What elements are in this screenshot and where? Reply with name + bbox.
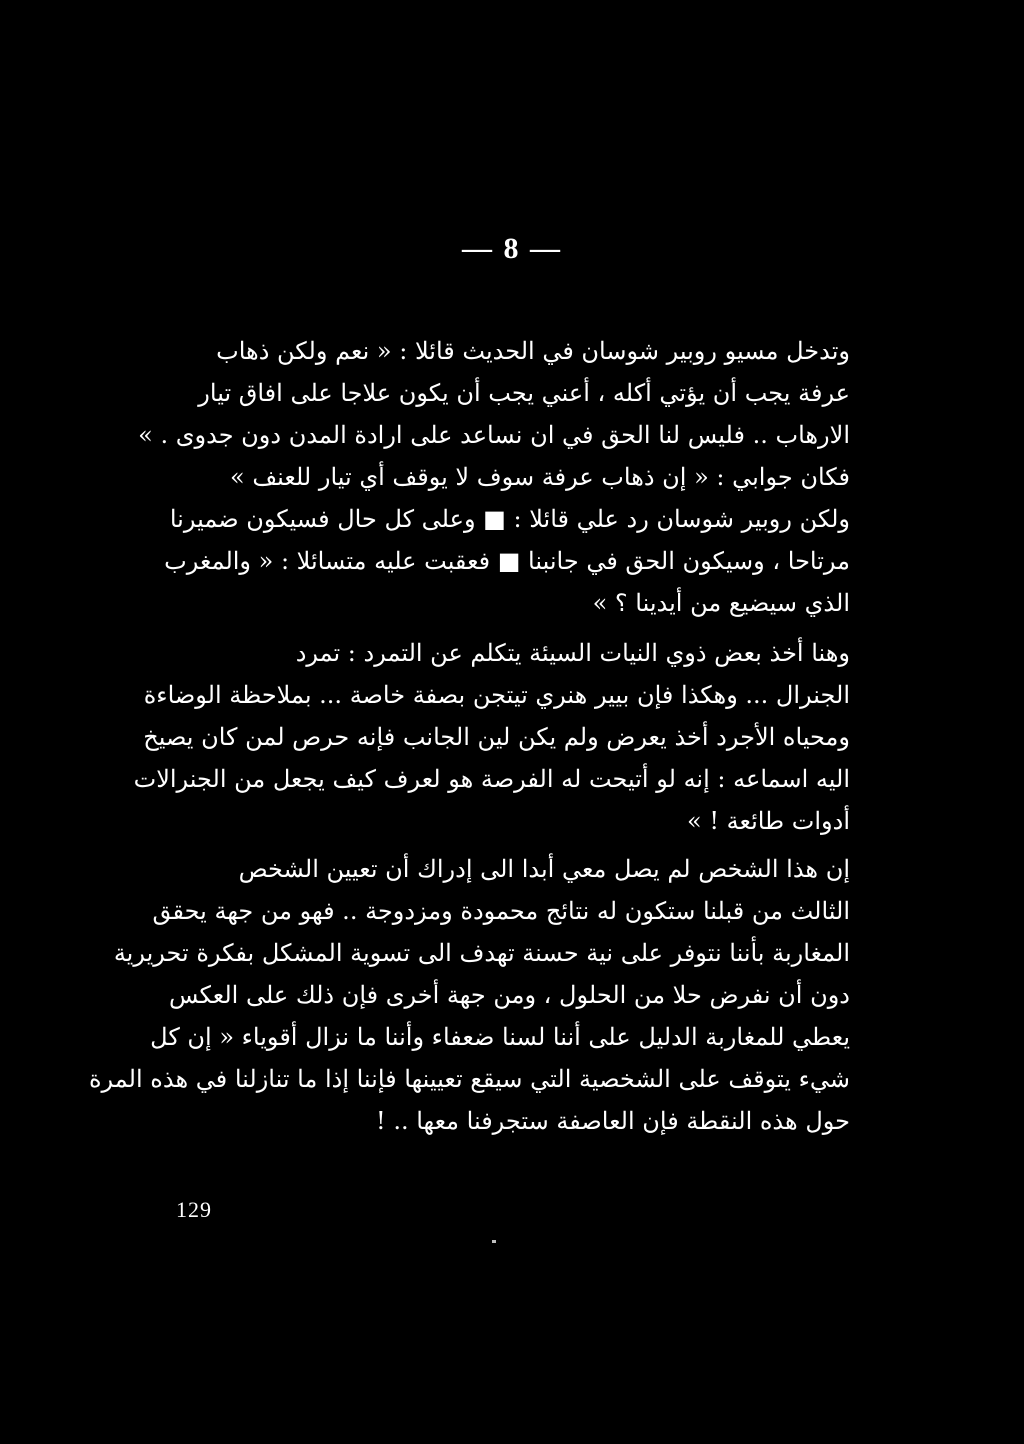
scan-speck: [492, 1240, 496, 1243]
text-line: الارهاب .. فليس لنا الحق في ان نساعد على ارادة المدن دون جدوى . »: [138, 421, 850, 449]
paragraph-2: [164, 456, 850, 624]
page-number: 129: [176, 1197, 212, 1222]
text-line: الجنرال ... وهكذا فإن بيير هنري تيتجن بصفة خاصة ... بملاحظة الوضاءة: [143, 681, 850, 709]
chapter-number: — 8 —: [462, 232, 562, 265]
text-line: المغاربة بأننا نتوفر على نية حسنة تهدف الى تسوية المشكل بفكرة تحريرية: [113, 939, 850, 967]
text-line: وهنا أخذ بعض ذوي النيات السيئة يتكلم عن التمرد : تمرد: [295, 639, 850, 667]
text-line: الذي سيضيع من أيدينا ؟ »: [592, 589, 850, 617]
text-line: وتدخل مسيو روبير شوسان في الحديث قائلا : « نعم ولكن ذهاب: [216, 337, 850, 365]
paragraph-3: [133, 632, 850, 842]
text-line: حول هذه النقطة فإن العاصفة ستجرفنا معها .. !: [376, 1107, 850, 1135]
text-line: إن هذا الشخص لم يصل معي أبدا الى إدراك أن تعيين الشخص: [238, 855, 850, 883]
text-line: يعطي للمغاربة الدليل على أننا لسنا ضعفاء وأننا ما نزال أقوياء « إن كل: [150, 1023, 850, 1051]
text-line: الثالث من قبلنا ستكون له نتائج محمودة ومزدوجة .. فهو من جهة يحقق: [152, 897, 850, 925]
text-line: دون أن نفرض حلا من الحلول ، ومن جهة أخرى فإن ذلك على العكس: [168, 981, 850, 1009]
paragraph-4: [88, 848, 850, 1142]
text-line: مرتاحا ، وسيكون الحق في جانبنا ■ فعقبت عليه متسائلا : « والمغرب: [164, 547, 850, 575]
text-line: اليه اسماعه : إنه لو أتيحت له الفرصة هو لعرف كيف يجعل من الجنرالات: [133, 765, 850, 793]
text-line: عرفة يجب أن يؤتي أكله ، أعني يجب أن يكون علاجا على افاق تيار: [198, 379, 850, 407]
text-line: فكان جوابي : « إن ذهاب عرفة سوف لا يوقف أي تيار للعنف »: [230, 463, 850, 491]
text-line: ومحياه الأجرد أخذ يعرض ولم يكن لين الجانب فإنه حرص لمن كان يصيخ: [143, 723, 850, 751]
text-line: أدوات طائعة ! »: [687, 807, 850, 835]
paragraph-1: [138, 330, 850, 456]
text-line: ولكن روبير شوسان رد علي قائلا : ■ وعلى كل حال فسيكون ضميرنا: [169, 505, 850, 533]
text-line: شيء يتوقف على الشخصية التي سيقع تعيينها فإننا إذا ما تنازلنا في هذه المرة: [88, 1065, 850, 1093]
